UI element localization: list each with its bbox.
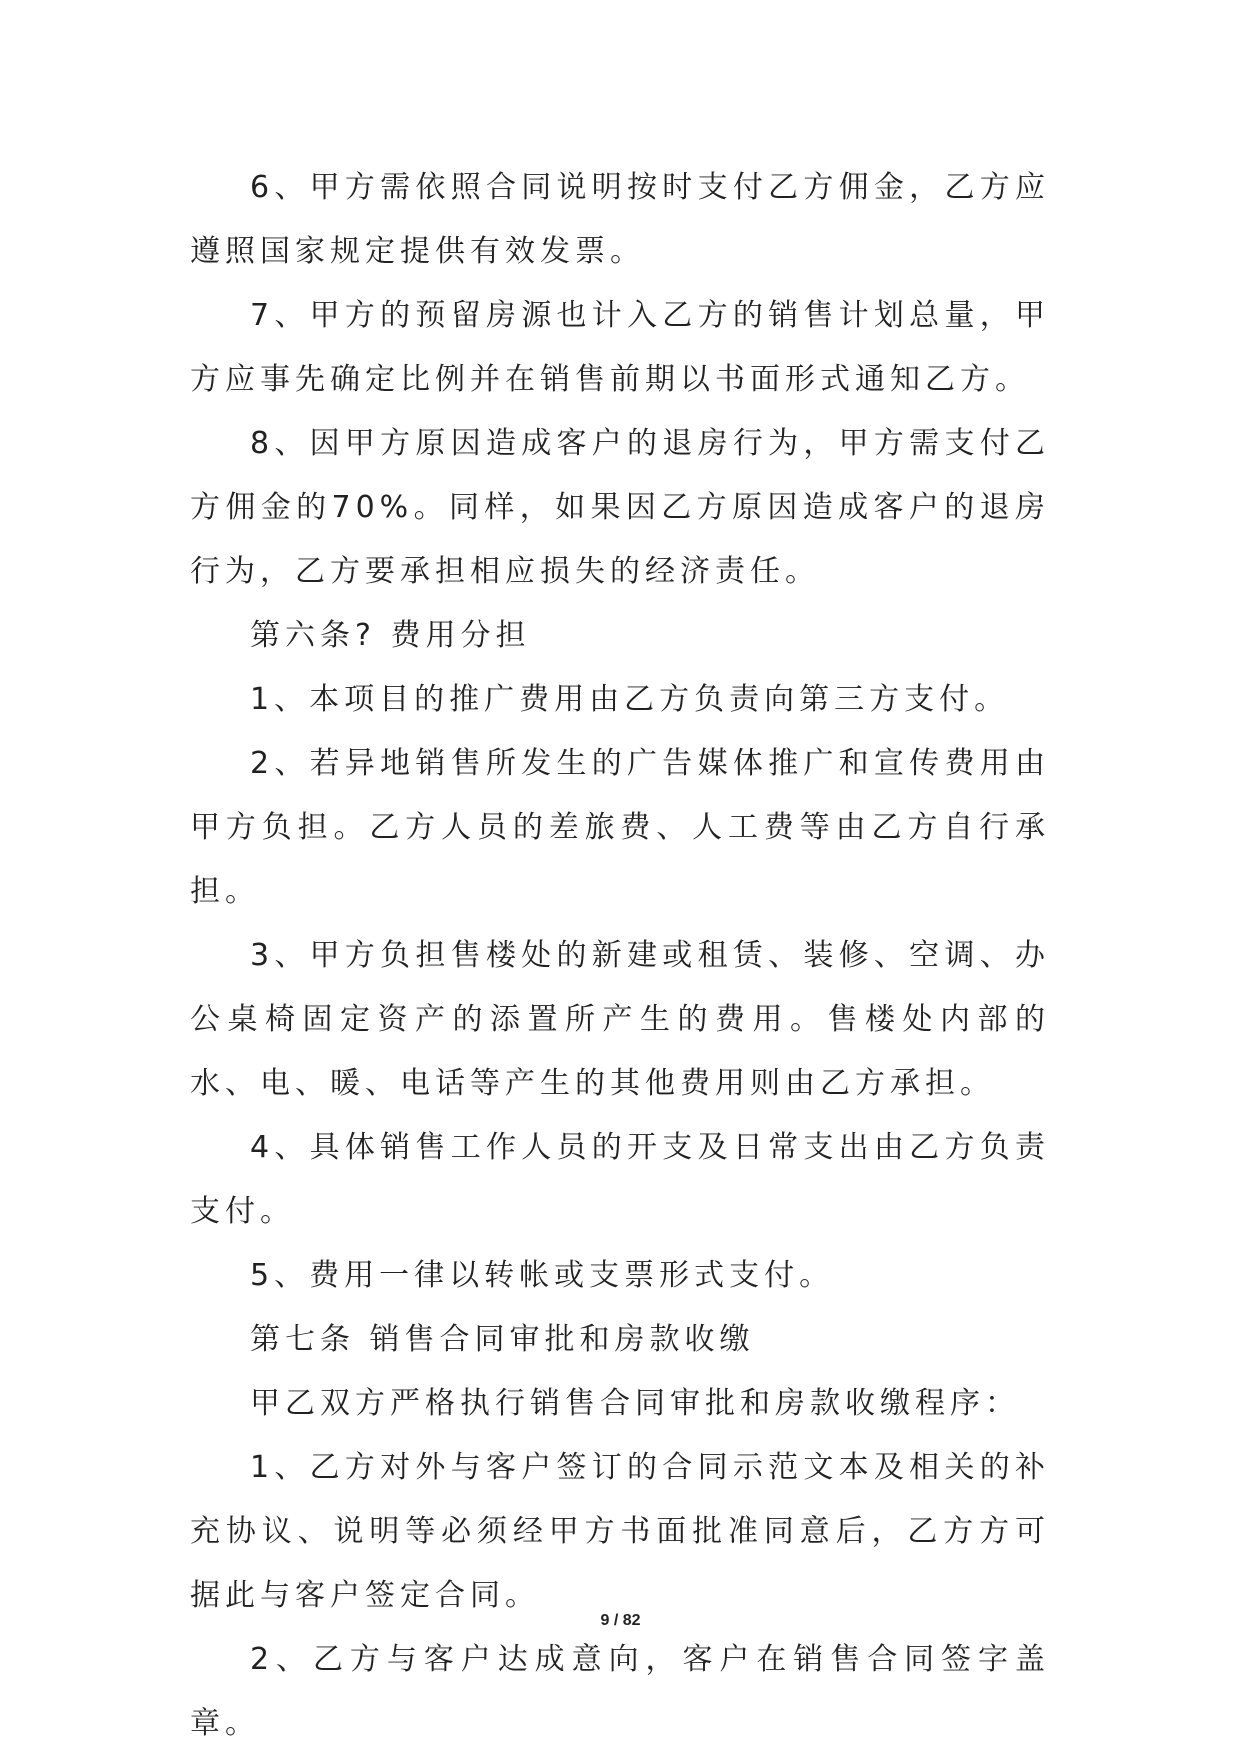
section-heading-article-6: 第六条? 费用分担 [250,618,531,653]
paragraph-offsite-advertising: 2、若异地销售所发生的广告媒体推广和宣传费用由甲方负担。乙方人员的差旅费、人工费等由乙方自行承担。 [190,746,1050,909]
paragraph-sales-office-costs: 3、甲方负担售楼处的新建或租赁、装修、空调、办公桌椅固定资产的添置所产生的费用。售楼处内部的水、电、暖、电话等产生的其他费用则由乙方承担。 [190,938,1050,1101]
paragraph-refund-liability: 8、因甲方原因造成客户的退房行为，甲方需支付乙方佣金的70%。同样，如果因乙方原因造成客户的退房行为，乙方要承担相应损失的经济责任。 [190,426,1050,589]
paragraph-customer-signing: 2、乙方与客户达成意向，客户在销售合同签字盖章。 [190,1642,1050,1741]
paragraph-commission-payment: 6、甲方需依照合同说明按时支付乙方佣金，乙方应遵照国家规定提供有效发票。 [190,170,1050,269]
document-body [190,156,1050,1756]
paragraph-payment-method: 5、费用一律以转帐或支票形式支付。 [250,1258,835,1293]
paragraph-staff-expenses: 4、具体销售工作人员的开支及日常支出由乙方负责支付。 [190,1130,1050,1229]
paragraph-reserved-housing: 7、甲方的预留房源也计入乙方的销售计划总量，甲方应事先确定比例并在销售前期以书面形式通知乙方。 [190,298,1050,397]
page-number: 9 / 82 [600,1612,641,1629]
paragraph-contract-template: 1、乙方对外与客户签订的合同示范文本及相关的补充协议、说明等必须经甲方书面批准同意后，乙方方可据此与客户签定合同。 [190,1450,1050,1613]
section-heading-article-7: 第七条 销售合同审批和房款收缴 [250,1322,755,1357]
paragraph-approval-procedure: 甲乙双方严格执行销售合同审批和房款收缴程序： [250,1386,1020,1421]
paragraph-promotion-cost: 1、本项目的推广费用由乙方负责向第三方支付。 [250,682,1010,717]
